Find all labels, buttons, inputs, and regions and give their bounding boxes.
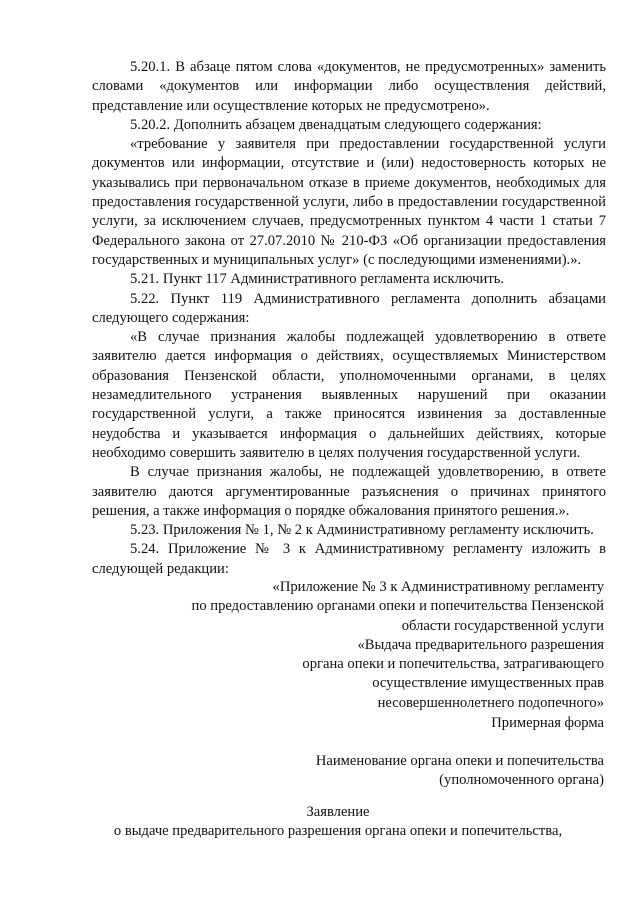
appendix-line: «Приложение № 3 к Административному регламенту	[272, 579, 604, 595]
authority-line: Наименование органа опеки и попечительства	[315, 753, 604, 769]
paragraph-complaint-rejected: В случае признания жалобы, не подлежащей удовлетворению, в ответе заявителю даются аргументированные разъяснения о причинах принятого решения, а также информация о порядке обжалования принятого решения.».	[92, 464, 606, 519]
paragraph-5-23: 5.23. Приложения № 1, № 2 к Административному регламенту исключить.	[130, 522, 594, 539]
paragraph-5-22: 5.22. Пункт 119 Административного регламента дополнить абзацами следующего содержания:	[92, 290, 606, 326]
appendix-line: по предоставлению органами опеки и попечительства Пензенской	[191, 598, 604, 615]
paragraph-5-24: 5.24. Приложение № 3 к Административному регламенту изложить в следующей редакции:	[92, 541, 606, 577]
paragraph-complaint-satisfied: «В случае признания жалобы подлежащей удовлетворению в ответе заявителю дается информация о действиях, осуществляемых Министерством образования Пензенской области, уполномоченными органами, в целях незамедлительного устранения выявленных нарушений при оказании государственной услуги, а также приносятся извинения за доставленные неудобства и указывается информация о дальнейших действиях, которые необходимо совершить заявителю в целях получения государственной услуги.	[92, 329, 606, 461]
paragraph-5-20-2: 5.20.2. Дополнить абзацем двенадцатым следующего содержания:	[130, 116, 542, 133]
appendix-line: «Выдача предварительного разрешения	[357, 636, 604, 653]
appendix-line: области государственной услуги	[401, 617, 604, 634]
appendix-line: органа опеки и попечительства, затрагивающего	[302, 656, 604, 673]
authority-name	[316, 752, 604, 791]
paragraph-5-20-1: 5.20.1. В абзаце пятом слова «документов, не предусмотренных» заменить словами «документов или информации либо осуществления действий, представление или осуществление которых не предусмотрено».	[92, 59, 606, 114]
appendix-header	[192, 578, 604, 713]
form-label	[491, 714, 604, 733]
paragraph-quoted-requirement: «требование у заявителя при предоставлении государственной услуги документов или информации, отсутствие и (или) недостоверность которых не указывались при первоначальном отказе в приеме документов, необходимых для предоставления государственной услуги, либо в предоставлении государственной услуги, за исключением случаев, предусмотренных пунктом 4 части 1 статьи 7 Федерального закона от 27.07.2010 № 210-ФЗ «Об организации предоставления государственных и муниципальных услуг» (с последующими изменениями).».	[92, 136, 606, 268]
paragraph-5-21: 5.21. Пункт 117 Административного регламента исключить.	[130, 271, 505, 288]
form-label-text: Примерная форма	[491, 715, 604, 731]
statement-title: Заявление	[306, 804, 370, 820]
appendix-line: осуществление имущественных прав	[372, 675, 604, 692]
document-body	[92, 58, 606, 579]
statement-subtitle: о выдаче предварительного разрешения органа опеки и попечительства,	[113, 823, 563, 839]
authority-line: (уполномоченного органа)	[439, 772, 604, 789]
appendix-line: несовершеннолетнего подопечного»	[377, 694, 604, 711]
